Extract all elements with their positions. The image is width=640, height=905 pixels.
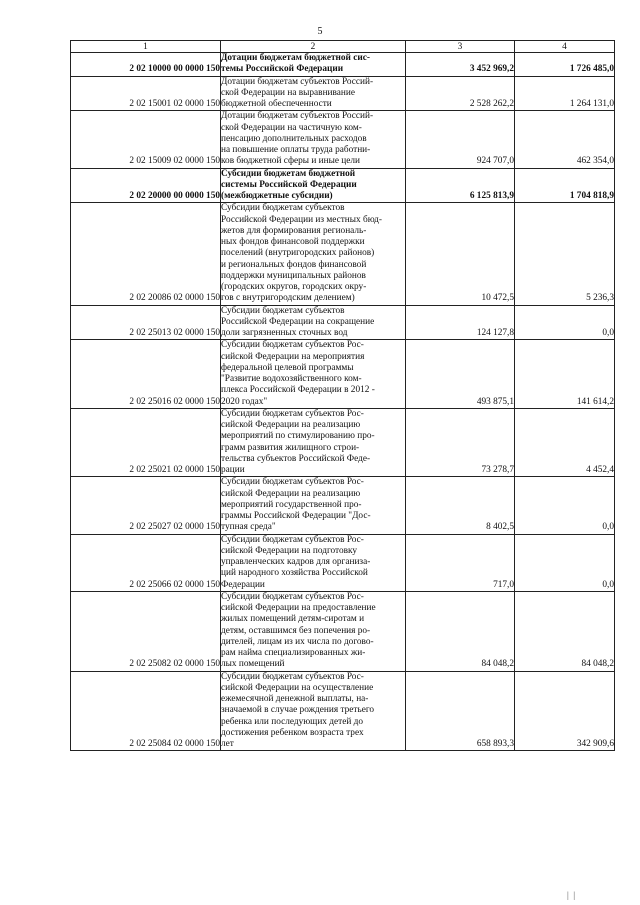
row-description: Субсидии бюджетам субъектов Рос- сийской Федерации на предоставление жилых помещений детям-сиротам и детям, оставшимся без попечения ро- дителей, лицам из их числа по догово- рам найма специализированных жи- лых помещений (221, 591, 406, 671)
row-description: Субсидии бюджетам субъектов Российской Федерации на сокращение доли загрязненных сточных вод (221, 305, 406, 340)
table-row (71, 76, 615, 111)
row-description: Субсидии бюджетам субъектов Рос- сийской Федерации на реализацию мероприятий по стимулированию про- грамм развития жилищного строи- тельства субъектов Российской Феде- рации (221, 408, 406, 477)
budget-code: 2 02 15009 02 0000 150 (71, 111, 221, 168)
row-description: Субсидии бюджетам субъектов Рос- сийской Федерации на реализацию мероприятий государственной про- граммы Российской Федерации "Дос- тупная среда" (221, 477, 406, 534)
amount-col-3: 924 707,0 (406, 111, 515, 168)
header-col-4: 4 (515, 41, 615, 53)
table-row (71, 477, 615, 534)
amount-col-4: 1 726 485,0 (515, 53, 615, 77)
amount-col-3: 73 278,7 (406, 408, 515, 477)
amount-col-4: 462 354,0 (515, 111, 615, 168)
amount-col-4: 1 264 131,0 (515, 76, 615, 111)
table-row (71, 168, 615, 203)
budget-code: 2 02 20086 02 0000 150 (71, 203, 221, 305)
budget-code: 2 02 25082 02 0000 150 (71, 591, 221, 671)
scan-edge-marks: | | (567, 890, 576, 900)
amount-col-4: 4 452,4 (515, 408, 615, 477)
amount-col-4: 342 909,6 (515, 671, 615, 751)
table-row (71, 203, 615, 305)
budget-table (70, 40, 615, 751)
row-description: Субсидии бюджетам субъектов Российской Федерации из местных бюд- жетов для формирования региональ- ных фондов финансовой поддержки поселений (внутригородских районов) и региональных фондов финансовой поддержки муниципальных районов (городских округов, городских окру- гов с внутригородским делением) (221, 203, 406, 305)
header-col-1: 1 (71, 41, 221, 53)
amount-col-4: 0,0 (515, 305, 615, 340)
table-body (71, 53, 615, 751)
table-row (71, 408, 615, 477)
row-description: Субсидии бюджетам субъектов Рос- сийской Федерации на мероприятия федеральной целевой программы "Развитие водохозяйственного ком- плекса Российской Федерации в 2012 - 2020 годах" (221, 340, 406, 409)
amount-col-3: 124 127,8 (406, 305, 515, 340)
budget-code: 2 02 25016 02 0000 150 (71, 340, 221, 409)
amount-col-3: 10 472,5 (406, 203, 515, 305)
budget-code: 2 02 25027 02 0000 150 (71, 477, 221, 534)
budget-code: 2 02 25021 02 0000 150 (71, 408, 221, 477)
amount-col-3: 2 528 262,2 (406, 76, 515, 111)
amount-col-3: 8 402,5 (406, 477, 515, 534)
row-description: Субсидии бюджетам субъектов Рос- сийской Федерации на осуществление ежемесячной денежной выплаты, на- значаемой в случае рождения третьего ребенка или последующих детей до достижения ребенком возраста трех лет (221, 671, 406, 751)
amount-col-3: 84 048,2 (406, 591, 515, 671)
budget-code: 2 02 25066 02 0000 150 (71, 534, 221, 591)
amount-col-4: 84 048,2 (515, 591, 615, 671)
table-row (71, 111, 615, 168)
budget-code: 2 02 10000 00 0000 150 (71, 53, 221, 77)
row-description: Дотации бюджетам бюджетной сис- темы Российской Федерации (221, 53, 406, 77)
amount-col-3: 3 452 969,2 (406, 53, 515, 77)
header-col-2: 2 (221, 41, 406, 53)
budget-code: 2 02 15001 02 0000 150 (71, 76, 221, 111)
row-description: Дотации бюджетам субъектов Россий- ской Федерации на выравнивание бюджетной обеспеченности (221, 76, 406, 111)
header-col-3: 3 (406, 41, 515, 53)
amount-col-4: 0,0 (515, 534, 615, 591)
budget-code: 2 02 25013 02 0000 150 (71, 305, 221, 340)
amount-col-4: 5 236,3 (515, 203, 615, 305)
table-row (71, 671, 615, 751)
amount-col-3: 658 893,3 (406, 671, 515, 751)
amount-col-3: 493 875,1 (406, 340, 515, 409)
table-row (71, 305, 615, 340)
table-row (71, 53, 615, 77)
row-description: Субсидии бюджетам субъектов Рос- сийской Федерации на подготовку управленческих кадров для организа- ций народного хозяйства Российской Федерации (221, 534, 406, 591)
amount-col-3: 717,0 (406, 534, 515, 591)
budget-code: 2 02 20000 00 0000 150 (71, 168, 221, 203)
header-row (71, 41, 615, 53)
amount-col-4: 1 704 818,9 (515, 168, 615, 203)
amount-col-3: 6 125 813,9 (406, 168, 515, 203)
table-row (71, 591, 615, 671)
row-description: Дотации бюджетам субъектов Россий- ской Федерации на частичную ком- пенсацию дополнительных расходов на повышение оплаты труда работни- ков бюджетной сферы и иные цели (221, 111, 406, 168)
page-number: 5 (317, 26, 323, 37)
amount-col-4: 141 614,2 (515, 340, 615, 409)
budget-code: 2 02 25084 02 0000 150 (71, 671, 221, 751)
table-row (71, 534, 615, 591)
row-description: Субсидии бюджетам бюджетной системы Российской Федерации (межбюджетные субсидии) (221, 168, 406, 203)
amount-col-4: 0,0 (515, 477, 615, 534)
table-row (71, 340, 615, 409)
